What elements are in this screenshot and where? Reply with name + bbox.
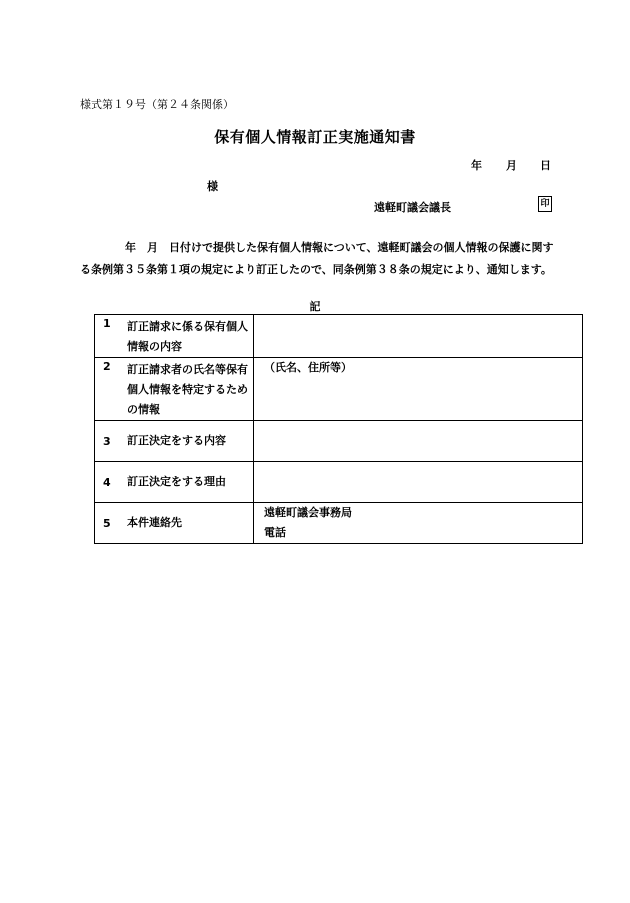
row-label: 訂正決定をする理由 — [127, 475, 226, 488]
date-day-label: 日 — [540, 159, 551, 172]
table-row — [95, 503, 583, 544]
notice-body: 年 月 日付けで提供した保有個人情報について、遠軽町議会の個人情報の保護に関する条例第３５条第１項の規定により訂正したので、同条例第３８条の規定により、通知します。 — [80, 241, 554, 276]
row-value — [254, 315, 583, 358]
row-number: 3 — [103, 434, 111, 448]
row-value — [254, 503, 583, 544]
table-row — [95, 421, 583, 462]
row-label: 本件連絡先 — [127, 516, 182, 529]
sender-title: 遠軽町議会議長 — [374, 201, 451, 214]
addressee-suffix: 様 — [207, 180, 218, 193]
row-number: 1 — [103, 317, 111, 330]
contact-office: 遠軽町議会事務局 — [264, 506, 352, 519]
row-number: 2 — [103, 360, 111, 373]
table-row — [95, 315, 583, 358]
document-title: 保有個人情報訂正実施通知書 — [214, 128, 416, 146]
row-label: 訂正決定をする内容 — [127, 434, 226, 447]
row-value — [254, 462, 583, 503]
table-row — [95, 462, 583, 503]
details-table — [94, 314, 583, 544]
row-number: 4 — [103, 475, 111, 489]
contact-phone-label: 電話 — [264, 526, 286, 539]
date-month-label: 月 — [506, 159, 517, 172]
row-number: 5 — [103, 516, 111, 530]
row-label: 訂正請求に係る保有個人情報の内容 — [127, 320, 248, 353]
ki-heading: 記 — [309, 300, 321, 313]
table-row — [95, 358, 583, 421]
row-value — [254, 421, 583, 462]
form-number: 様式第１９号（第２４条関係） — [80, 98, 234, 111]
row-value: （氏名、住所等） — [254, 358, 583, 421]
seal-mark: 印 — [538, 196, 552, 212]
row-label: 訂正請求者の氏名等保有個人情報を特定するための情報 — [127, 363, 248, 416]
date-year-label: 年 — [471, 159, 482, 172]
